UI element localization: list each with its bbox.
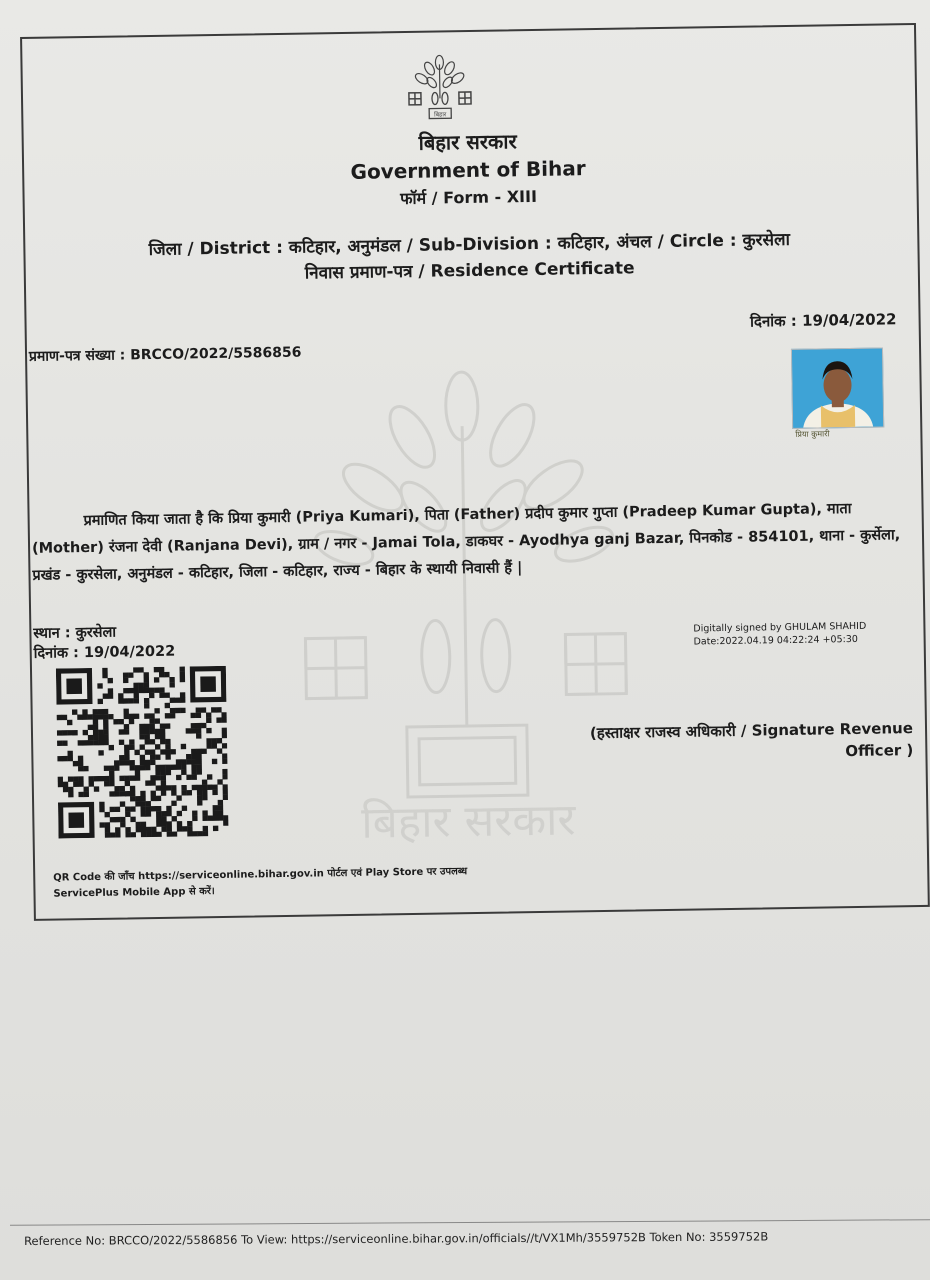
title-english: Government of Bihar — [350, 156, 586, 184]
qr-note-line2: ServicePlus Mobile App से करें। — [53, 886, 215, 900]
digital-signature-signer: Digitally signed by GHULAM SHAHID — [693, 620, 867, 635]
certificate-number: प्रमाण-पत्र संख्या : BRCCO/2022/5586856 — [28, 344, 302, 365]
applicant-photo-icon — [791, 347, 884, 428]
qr-note-line1: QR Code की जाँच https://serviceonline.bihar.gov.in पोर्टल एवं Play Store पर उपलब्ध — [53, 866, 468, 884]
footer-reference: Reference No: BRCCO/2022/5586856 To View: https://serviceonline.bihar.gov.in/officials//t/VX1Mh/3559752B Token No: 3559752B — [24, 1229, 769, 1248]
footer-divider — [10, 1219, 930, 1226]
certificate-body — [31, 495, 902, 590]
qr-note — [53, 864, 468, 902]
issue-date-top: दिनांक : 19/04/2022 — [749, 310, 897, 331]
certificate-content — [16, 29, 930, 913]
digital-signature — [693, 620, 866, 649]
bihar-emblem-watermark-icon — [281, 363, 648, 849]
form-number: फॉर्म / Form - XIII — [399, 186, 538, 209]
district-line: जिला / District : कटिहार, अनुमंडल / Sub-Division : कटिहार, अंचल / Circle : कुरसेला — [148, 229, 791, 261]
emblem-label: बिहार — [434, 111, 447, 119]
title-hindi: बिहार सरकार — [418, 129, 517, 155]
watermark-text: बिहार सरकार — [360, 794, 576, 849]
issue-date-bottom: दिनांक : 19/04/2022 — [33, 643, 176, 662]
digital-signature-date: Date:2022.04.19 04:22:24 +05:30 — [693, 633, 858, 648]
qr-code-icon — [56, 666, 229, 839]
place: स्थान : कुरसेला — [33, 624, 117, 642]
bihar-govt-emblem-icon — [404, 54, 475, 123]
photo-caption: प्रिया कुमारी — [795, 429, 830, 439]
certificate-body-text: प्रमाणित किया जाता है कि प्रिया कुमारी (Priya Kumari), पिता (Father) प्रदीप कुमार गुप्ता (Pradeep Kumar Gupta), माता (Mother) रंजना देवी (Ranjana Devi), ग्राम / नगर - Jamai Tola, डाकघर - Ayodhya ganj Bazar, पिनकोड - 854101, थाना - कुर्सेला, प्रखंड - कुरसेला, अनुमंडल - कटिहार, जिला - कटिहार, राज्य - बिहार के स्थायी निवासी हैं | — [31, 501, 901, 584]
certificate-type: निवास प्रमाण-पत्र / Residence Certificate — [304, 258, 635, 284]
signature-label: (हस्ताक्षर राजस्व अधिकारी / Signature Revenue Officer ) — [589, 719, 914, 761]
